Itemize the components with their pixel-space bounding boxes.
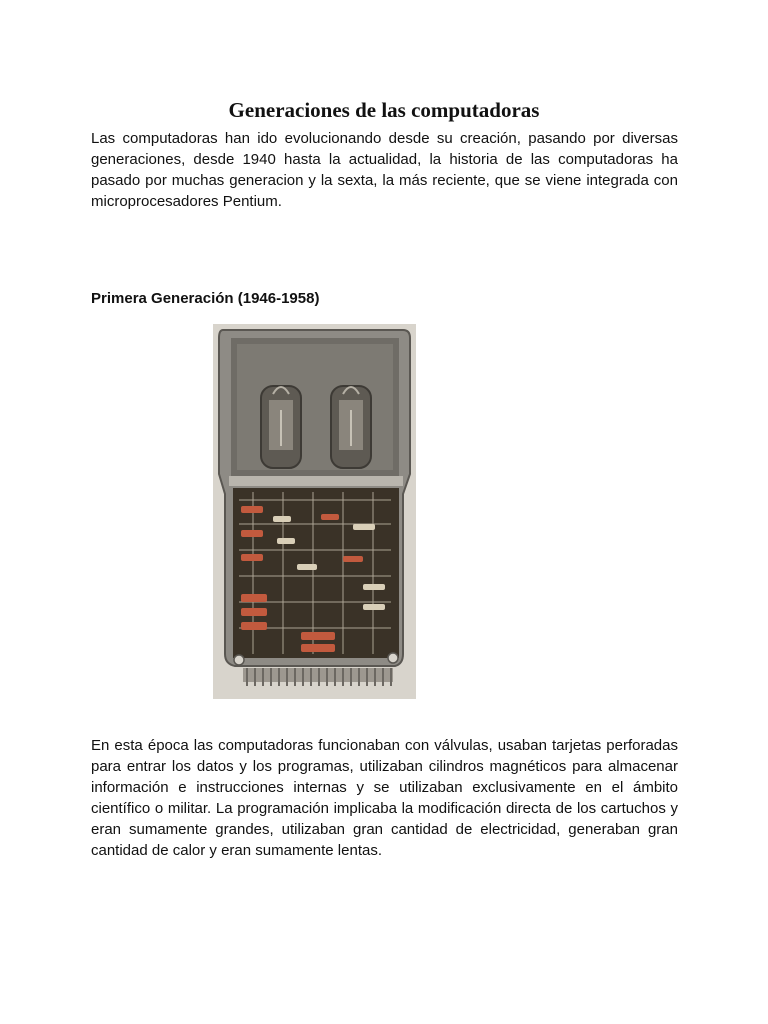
section-heading: Primera Generación (1946-1958) [91,290,320,307]
vacuum-tube-board-image [213,324,416,699]
section-paragraph: En esta época las computadoras funcionaban con válvulas, usaban tarjetas perforadas para entrar los datos y los programas, utilizaban cilindros magnéticos para almacenar información e instrucciones internas y se utilizaban exclusivamente en el ámbito científico o militar. La programación implicaba la modificación directa de los cartuchos y eran sumamente grandes, utilizaban gran cantidad de electricidad, generaban gran cantidad de calor y eran sumamente lentas. [91,737,678,859]
page-title: Generaciones de las computadoras [228,98,540,122]
intro-paragraph: Las computadoras han ido evolucionando desde su creación, pasando por diversas generaciones, desde 1940 hasta la actualidad, la historia de las computadoras ha pasado por muchas generacion y la sexta, la más reciente, que se viene integrada con microprocesadores Pentium. [91,130,678,210]
